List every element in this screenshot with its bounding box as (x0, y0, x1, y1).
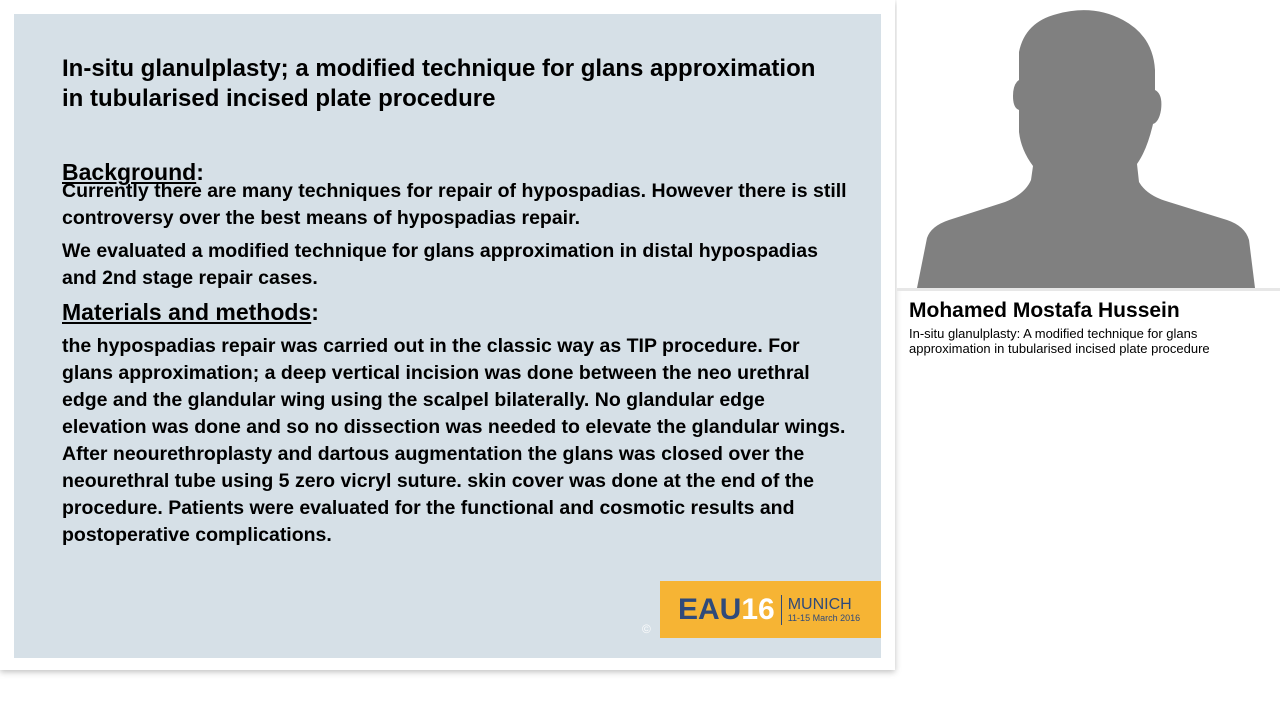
speaker-photo (897, 0, 1280, 288)
person-silhouette-icon (897, 0, 1280, 288)
methods-paragraph: the hypospadias repair was carried out in the classic way as TIP procedure. For glans approximation; a deep vertical incision was done between the neo urethral edge and the glandular wing using the scalpel bilaterally. No glandular edge elevation was done and so no dissection was needed to elevate the glandular wings. After neourethroplasty and dartous augmentation the glans was closed over the neourethral tube using 5 zero vicryl suture. skin cover was done at the end of the procedure. Patients were evaluated for the functional and cosmotic results and postoperative complications. (62, 335, 846, 546)
logo-number: 16 (741, 592, 775, 626)
background-heading-colon: : (196, 159, 204, 185)
eau16-logo (660, 581, 881, 638)
logo-dates: 11-15 March 2016 (787, 612, 861, 623)
talk-title: In-situ glanulplasty: A modified technique for glans approximation in tubularised incised plate procedure (909, 326, 1210, 356)
presentation-slide (14, 14, 881, 658)
background-paragraph-2: We evaluated a modified technique for glans approximation in distal hypospadias and 2nd stage repair cases. (62, 240, 818, 289)
speaker-name: Mohamed Mostafa Hussein (909, 299, 1180, 322)
methods-heading (62, 298, 319, 326)
copyright-mark: © (642, 622, 651, 636)
background-paragraph-1: Currently there are many techniques for repair of hypospadias. However there is still controversy over the best means of hypospadias repair. (62, 180, 847, 229)
methods-heading-text: Materials and methods (62, 299, 312, 325)
methods-heading-colon: : (311, 299, 319, 325)
logo-city: MUNICH (787, 595, 852, 613)
background-heading-text: Background (62, 159, 197, 185)
logo-location (788, 596, 860, 624)
logo-eau-text: EAU16 (678, 592, 775, 626)
logo-divider (781, 595, 782, 625)
photo-divider (897, 288, 1280, 291)
slide-title: In-situ glanulplasty; a modified technique for glans approximation in tubularised incised plate procedure (62, 55, 816, 112)
